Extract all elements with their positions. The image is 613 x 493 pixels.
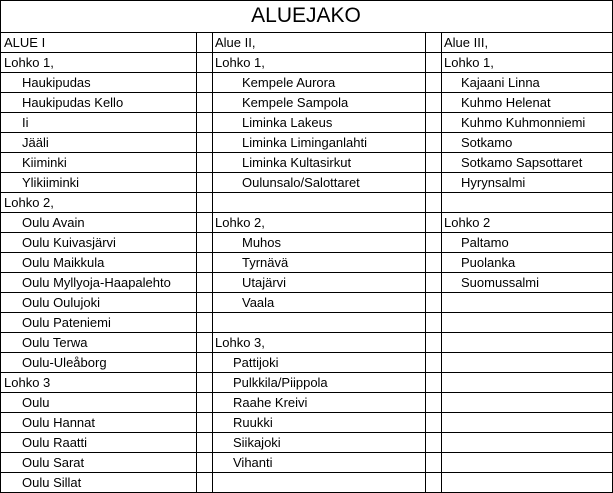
- location-cell: Vihanti: [233, 455, 273, 470]
- page-title: ALUEJAKO: [251, 4, 361, 27]
- column-divider: [196, 32, 197, 492]
- location-cell: Haukipudas: [22, 75, 91, 90]
- location-cell: Suomussalmi: [461, 275, 540, 290]
- row-divider: [0, 212, 613, 213]
- location-cell: Muhos: [242, 235, 282, 250]
- location-cell: Oulu Terwa: [22, 335, 88, 350]
- location-cell: Oulu Myllyoja-Haapalehto: [22, 275, 171, 290]
- group-header-cell: Alue II,: [215, 35, 256, 50]
- group-header-cell: Alue III,: [444, 35, 489, 50]
- location-cell: Puolanka: [461, 255, 516, 270]
- location-cell: Oulu: [22, 395, 50, 410]
- row-divider: [0, 52, 613, 53]
- location-cell: Tyrnävä: [242, 255, 289, 270]
- location-cell: Hyrynsalmi: [461, 175, 526, 190]
- group-header-cell: Lohko 1,: [215, 55, 265, 70]
- location-cell: Oulu Hannat: [22, 415, 95, 430]
- location-cell: Oulunsalo/Salottaret: [242, 175, 360, 190]
- group-header-cell: Lohko 1,: [444, 55, 494, 70]
- location-cell: Kempele Aurora: [242, 75, 336, 90]
- location-cell: Raahe Kreivi: [233, 395, 308, 410]
- location-cell: Paltamo: [461, 235, 509, 250]
- location-cell: Siikajoki: [233, 435, 281, 450]
- group-header-cell: Lohko 2: [444, 215, 491, 230]
- location-cell: Ylikiiminki: [22, 175, 80, 190]
- location-cell: Oulu Kuivasjärvi: [22, 235, 116, 250]
- location-cell: Oulu-Uleåborg: [22, 355, 107, 370]
- location-cell: Oulu Sillat: [22, 475, 82, 490]
- group-header-cell: Lohko 2,: [4, 195, 54, 210]
- location-cell: Oulu Avain: [22, 215, 85, 230]
- location-cell: Haukipudas Kello: [22, 95, 124, 110]
- location-cell: Oulu Pateniemi: [22, 315, 111, 330]
- group-header-cell: ALUE I: [4, 35, 46, 50]
- group-header-cell: Lohko 3: [4, 375, 51, 390]
- group-header-cell: Lohko 1,: [4, 55, 54, 70]
- group-header-cell: Lohko 2,: [215, 215, 265, 230]
- location-cell: Pulkkila/Piippola: [233, 375, 328, 390]
- location-cell: Kuhmo Kuhmonniemi: [461, 115, 586, 130]
- column-divider: [212, 32, 213, 492]
- location-cell: Liminka Lakeus: [242, 115, 333, 130]
- location-cell: Sotkamo Sapsottaret: [461, 155, 583, 170]
- location-cell: Ruukki: [233, 415, 273, 430]
- row-divider: [0, 452, 613, 453]
- location-cell: Oulu Sarat: [22, 455, 85, 470]
- location-cell: Oulu Oulujoki: [22, 295, 101, 310]
- location-cell: Pattijoki: [233, 355, 279, 370]
- column-divider: [425, 32, 426, 492]
- location-cell: Ii: [22, 115, 29, 130]
- table-border-left: [0, 0, 1, 492]
- location-cell: Oulu Maikkula: [22, 255, 105, 270]
- location-cell: Kempele Sampola: [242, 95, 349, 110]
- group-header-cell: Lohko 3,: [215, 335, 265, 350]
- location-cell: Sotkamo: [461, 135, 513, 150]
- row-divider: [0, 472, 613, 473]
- location-cell: Oulu Raatti: [22, 435, 88, 450]
- row-divider: [0, 32, 613, 33]
- location-cell: Kajaani Linna: [461, 75, 540, 90]
- location-cell: Liminka Kultasirkut: [242, 155, 352, 170]
- location-cell: Liminka Liminganlahti: [242, 135, 368, 150]
- column-divider: [441, 32, 442, 492]
- location-cell: Vaala: [242, 295, 275, 310]
- location-cell: Utajärvi: [242, 275, 287, 290]
- location-cell: Kiiminki: [22, 155, 67, 170]
- location-cell: Kuhmo Helenat: [461, 95, 551, 110]
- location-cell: Jääli: [22, 135, 49, 150]
